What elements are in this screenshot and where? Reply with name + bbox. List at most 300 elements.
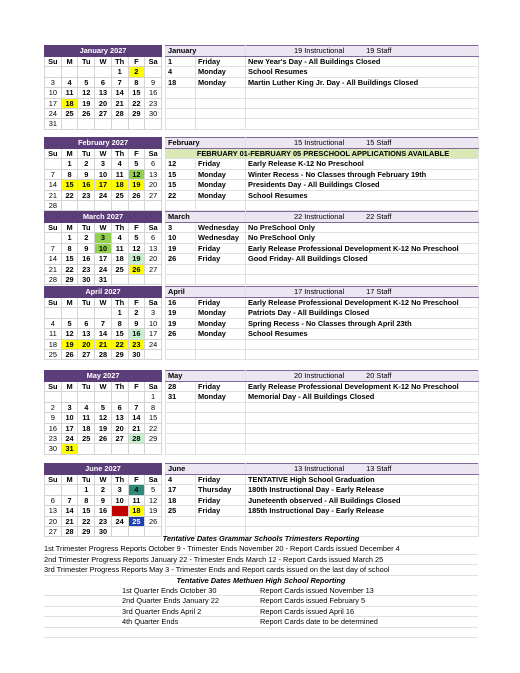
weekday-header: Sa <box>145 298 162 308</box>
event-row <box>166 475 479 485</box>
calendar-day-cell: 17 <box>61 423 78 433</box>
weekday-header: Th <box>111 298 128 308</box>
calendar-day-cell: 9 <box>45 413 62 423</box>
calendar-day-cell: 25 <box>45 350 62 360</box>
trimester-line: 3rd Trimester Progress Reports May 3 - Trimester Ends and Report cards issued on the last day of school <box>44 565 478 575</box>
trimester-line: 2nd Trimester Progress Reports January 22 - Trimester Ends March 12 - Report Cards issued March 25 <box>44 555 478 565</box>
calendar-day-cell: 22 <box>61 264 78 274</box>
empty-cell <box>166 413 196 423</box>
calendar-day-cell: 11 <box>78 413 95 423</box>
calendar-day-cell <box>128 275 145 285</box>
calendar-day-cell: 27 <box>95 109 112 119</box>
calendar-day-cell: 20 <box>78 339 95 349</box>
calendar-day-cell: 27 <box>145 264 162 274</box>
weekday-header: W <box>95 475 112 485</box>
quarter-line <box>44 607 478 617</box>
calendar-day-cell: 10 <box>95 243 112 253</box>
event-weekday: Monday <box>196 67 246 77</box>
calendar-day-cell: 23 <box>128 339 145 349</box>
calendar-day-cell: 5 <box>128 233 145 243</box>
event-row <box>166 67 479 77</box>
empty-cell <box>196 516 246 526</box>
event-day: 3 <box>166 223 196 233</box>
calendar-day-cell: 19 <box>95 423 112 433</box>
empty-cell <box>246 109 479 119</box>
event-desc: Presidents Day - All Buildings Closed <box>246 180 479 190</box>
weekday-header: Th <box>111 223 128 233</box>
calendar-day-cell <box>61 308 78 318</box>
calendar-day-cell: 4 <box>111 159 128 169</box>
calendar-day-cell: 30 <box>95 527 112 537</box>
calendar-day-cell: 4 <box>111 233 128 243</box>
calendar-day-cell <box>61 119 78 129</box>
empty-row <box>44 628 478 638</box>
calendar-day-cell: 28 <box>95 350 112 360</box>
calendar-day-cell: 29 <box>61 275 78 285</box>
calendar-day-cell: 2 <box>95 485 112 495</box>
weekday-header: Su <box>45 57 62 67</box>
calendar-day-cell: 23 <box>78 190 95 200</box>
calendar-day-cell: 6 <box>145 159 162 169</box>
empty-cell <box>166 264 196 274</box>
calendar-day-cell <box>95 392 112 402</box>
empty-cell <box>196 98 246 108</box>
event-desc: School Resumes <box>246 67 479 77</box>
quarter-end: 3rd Quarter Ends April 2 <box>122 606 202 616</box>
calendar-day-cell: 9 <box>145 77 162 87</box>
event-weekday: Monday <box>196 318 246 328</box>
empty-cell <box>246 264 479 274</box>
weekday-header: Tu <box>78 57 95 67</box>
calendar-day-cell: 9 <box>78 169 95 179</box>
weekday-header: Tu <box>78 298 95 308</box>
event-desc: Juneteenth observed - All Buildings Closed <box>246 495 479 505</box>
empty-cell <box>246 350 479 360</box>
calendar-day-cell: 10 <box>45 88 62 98</box>
grammar-reporting-title: Tentative Dates Grammar Schools Trimesters Reporting <box>162 534 360 543</box>
calendar-day-cell <box>45 308 62 318</box>
report-card-date: Report Cards issued November 13 <box>260 585 374 595</box>
calendar-day-cell: 1 <box>78 485 95 495</box>
empty-cell <box>246 516 479 526</box>
calendar-day-cell: 15 <box>61 254 78 264</box>
calendar-day-cell: 4 <box>45 318 62 328</box>
event-desc: School Resumes <box>246 190 479 200</box>
empty-cell <box>196 275 246 285</box>
high-school-reporting-title: Tentative Dates Methuen High School Reporting <box>176 575 346 585</box>
calendar-day-cell: 29 <box>145 434 162 444</box>
events-month-label: June <box>166 464 246 475</box>
event-day: 17 <box>166 485 196 495</box>
calendar-day-cell: 26 <box>128 190 145 200</box>
weekday-header: M <box>61 382 78 392</box>
empty-cell <box>196 339 246 349</box>
day-counts <box>246 212 479 223</box>
weekday-header: Th <box>111 382 128 392</box>
day-counts <box>246 46 479 57</box>
weekday-header: F <box>128 149 145 159</box>
empty-cell <box>196 402 246 412</box>
weekday-header: Su <box>45 223 62 233</box>
calendar-day-cell: 31 <box>95 275 112 285</box>
weekday-header: Sa <box>145 149 162 159</box>
event-weekday: Friday <box>196 243 246 253</box>
event-desc: No PreSchool Only <box>246 223 479 233</box>
calendar-day-cell: 9 <box>128 318 145 328</box>
weekday-header: M <box>61 298 78 308</box>
empty-cell <box>246 433 479 443</box>
empty-cell <box>166 275 196 285</box>
calendar-day-cell: 14 <box>45 254 62 264</box>
event-desc: New Year's Day - All Buildings Closed <box>246 57 479 67</box>
calendar-day-cell: 16 <box>78 254 95 264</box>
empty-cell <box>196 88 246 98</box>
empty-cell <box>196 264 246 274</box>
calendar-day-cell: 11 <box>45 329 62 339</box>
events-table <box>165 463 479 537</box>
calendar-day-cell: 5 <box>78 77 95 87</box>
calendar-day-cell <box>111 119 128 129</box>
calendar-day-cell: 21 <box>45 264 62 274</box>
calendar-day-cell: 23 <box>78 264 95 274</box>
event-desc: School Resumes <box>246 329 479 339</box>
calendar-day-cell: 30 <box>78 275 95 285</box>
weekday-header: W <box>95 57 112 67</box>
event-day: 12 <box>166 159 196 169</box>
calendar-day-cell: 15 <box>128 88 145 98</box>
event-row <box>166 506 479 516</box>
calendar-day-cell <box>45 392 62 402</box>
calendar-day-cell: 6 <box>78 318 95 328</box>
empty-cell <box>246 119 479 129</box>
events-month-label: May <box>166 371 246 382</box>
events-month-label: February <box>166 138 246 149</box>
mini-calendar <box>44 463 162 537</box>
staff-days-count: 17 Staff <box>366 287 392 296</box>
calendar-day-cell: 3 <box>95 159 112 169</box>
event-weekday: Friday <box>196 57 246 67</box>
calendar-day-cell <box>95 444 112 454</box>
calendar-day-cell: 17 <box>95 180 112 190</box>
event-desc: Good Friday- All Buildings Closed <box>246 254 479 264</box>
event-day: 31 <box>166 392 196 402</box>
calendar-day-cell: 4 <box>128 485 145 495</box>
calendar-day-cell <box>61 67 78 77</box>
event-desc: Early Release Professional Development K-12 No Preschool <box>246 382 479 392</box>
event-row <box>166 57 479 67</box>
calendar-day-cell: 12 <box>95 413 112 423</box>
event-day: 25 <box>166 506 196 516</box>
empty-cell <box>166 88 196 98</box>
calendar-day-cell <box>145 350 162 360</box>
instructional-days-count: 13 Instructional <box>294 464 345 473</box>
event-day: 26 <box>166 329 196 339</box>
staff-days-count: 20 Staff <box>366 371 392 380</box>
calendar-day-cell: 30 <box>45 444 62 454</box>
event-day: 15 <box>166 180 196 190</box>
calendar-day-cell: 4 <box>78 402 95 412</box>
mini-calendar <box>44 286 162 360</box>
report-card-date: Report Cards issued April 16 <box>260 606 355 616</box>
weekday-header: W <box>95 149 112 159</box>
calendar-day-cell: 29 <box>111 350 128 360</box>
calendar-day-cell: 5 <box>128 159 145 169</box>
calendar-day-cell: 7 <box>61 495 78 505</box>
calendar-day-cell: 13 <box>78 329 95 339</box>
calendar-day-cell: 8 <box>145 402 162 412</box>
weekday-header: Su <box>45 149 62 159</box>
event-desc: Winter Recess - No Classes through February 19th <box>246 169 479 179</box>
event-desc: 180th Instructional Day - Early Release <box>246 485 479 495</box>
calendar-day-cell <box>78 67 95 77</box>
event-row <box>166 298 479 308</box>
calendar-day-cell: 19 <box>61 339 78 349</box>
calendar-day-cell: 24 <box>145 339 162 349</box>
event-weekday: Monday <box>196 329 246 339</box>
event-day: 1 <box>166 57 196 67</box>
empty-cell <box>246 423 479 433</box>
calendar-day-cell: 10 <box>61 413 78 423</box>
events-table <box>165 286 479 360</box>
event-weekday: Monday <box>196 308 246 318</box>
calendar-month-title: May 2027 <box>45 371 162 382</box>
empty-cell <box>166 444 196 454</box>
empty-cell <box>166 423 196 433</box>
calendar-day-cell: 6 <box>145 233 162 243</box>
event-desc: TENTATIVE High School Graduation <box>246 475 479 485</box>
quarter-end: 1st Quarter Ends October 30 <box>122 585 217 595</box>
event-row <box>166 318 479 328</box>
event-weekday: Friday <box>196 506 246 516</box>
calendar-day-cell: 11 <box>111 243 128 253</box>
mini-calendar <box>44 211 162 285</box>
calendar-day-cell: 25 <box>61 109 78 119</box>
instructional-days-count: 17 Instructional <box>294 287 345 296</box>
calendar-day-cell: 28 <box>128 434 145 444</box>
calendar-month-title: March 2027 <box>45 212 162 223</box>
quarter-end: 2nd Quarter Ends January 22 <box>122 596 219 606</box>
calendar-day-cell: 29 <box>78 527 95 537</box>
calendar-day-cell: 28 <box>61 527 78 537</box>
calendar-day-cell: 9 <box>78 243 95 253</box>
calendar-day-cell: 30 <box>128 350 145 360</box>
quarter-line <box>44 596 478 606</box>
calendar-day-cell: 31 <box>45 119 62 129</box>
calendar-day-cell <box>145 119 162 129</box>
instructional-days-count: 19 Instructional <box>294 46 345 55</box>
event-day: 26 <box>166 254 196 264</box>
empty-cell <box>246 339 479 349</box>
calendar-day-cell: 12 <box>128 243 145 253</box>
events-table <box>165 45 479 130</box>
weekday-header: W <box>95 298 112 308</box>
empty-cell <box>166 98 196 108</box>
calendar-day-cell <box>78 119 95 129</box>
empty-cell <box>246 444 479 454</box>
calendar-day-cell: 7 <box>95 318 112 328</box>
empty-cell <box>196 119 246 129</box>
calendar-day-cell: 13 <box>45 506 62 516</box>
calendar-day-cell: 26 <box>61 350 78 360</box>
weekday-header: Sa <box>145 382 162 392</box>
staff-days-count: 22 Staff <box>366 212 392 221</box>
calendar-day-cell: 24 <box>45 109 62 119</box>
empty-cell <box>246 88 479 98</box>
weekday-header: F <box>128 57 145 67</box>
calendar-day-cell <box>45 159 62 169</box>
calendar-day-cell: 23 <box>95 516 112 526</box>
calendar-day-cell <box>78 308 95 318</box>
calendar-day-cell <box>78 444 95 454</box>
calendar-day-cell: 15 <box>61 180 78 190</box>
calendar-day-cell: 16 <box>128 329 145 339</box>
calendar-day-cell: 3 <box>111 485 128 495</box>
weekday-header: M <box>61 149 78 159</box>
weekday-header: Su <box>45 298 62 308</box>
calendar-day-cell: 25 <box>111 264 128 274</box>
day-counts <box>246 138 479 149</box>
calendar-day-cell: 5 <box>145 485 162 495</box>
calendar-day-cell: 2 <box>78 159 95 169</box>
quarter-line <box>44 586 478 596</box>
calendar-day-cell: 4 <box>61 77 78 87</box>
calendar-day-cell: 27 <box>45 527 62 537</box>
calendar-day-cell: 27 <box>145 190 162 200</box>
weekday-header: Tu <box>78 382 95 392</box>
trimester-line: 1st Trimester Progress Reports October 9 - Trimester Ends November 20 - Report Cards issued December 4 <box>44 544 478 554</box>
calendar-month-title: February 2027 <box>45 138 162 149</box>
empty-cell <box>166 339 196 349</box>
staff-days-count: 15 Staff <box>366 138 392 147</box>
empty-cell <box>246 98 479 108</box>
staff-days-count: 19 Staff <box>366 46 392 55</box>
event-weekday: Friday <box>196 298 246 308</box>
event-row <box>166 329 479 339</box>
calendar-day-cell: 26 <box>95 434 112 444</box>
event-weekday: Friday <box>196 475 246 485</box>
report-card-date: Report Cards issued February 5 <box>260 596 366 606</box>
calendar-day-cell: 21 <box>111 98 128 108</box>
event-row <box>166 77 479 87</box>
empty-cell <box>196 423 246 433</box>
event-desc: No PreSchool Only <box>246 233 479 243</box>
empty-cell <box>196 433 246 443</box>
calendar-day-cell: 25 <box>111 190 128 200</box>
calendar-day-cell <box>128 201 145 211</box>
calendar-day-cell: 7 <box>111 77 128 87</box>
calendar-day-cell: 5 <box>95 402 112 412</box>
calendar-day-cell: 18 <box>111 254 128 264</box>
calendar-day-cell <box>45 67 62 77</box>
mini-calendar <box>44 370 162 455</box>
calendar-day-cell: 8 <box>61 169 78 179</box>
calendar-day-cell <box>78 201 95 211</box>
empty-cell <box>246 402 479 412</box>
mini-calendar <box>44 137 162 211</box>
calendar-day-cell: 12 <box>128 169 145 179</box>
day-counts <box>246 371 479 382</box>
instructional-days-count: 15 Instructional <box>294 138 345 147</box>
quarter-end: 4th Quarter Ends <box>122 617 179 627</box>
calendar-day-cell: 16 <box>95 506 112 516</box>
event-desc: 185th Instructional Day - Early Release <box>246 506 479 516</box>
calendar-day-cell: 10 <box>145 318 162 328</box>
calendar-day-cell <box>111 201 128 211</box>
event-row <box>166 233 479 243</box>
calendar-day-cell: 19 <box>78 98 95 108</box>
weekday-header: M <box>61 57 78 67</box>
event-desc: Early Release Professional Development K-12 No Preschool <box>246 298 479 308</box>
calendar-day-cell: 28 <box>45 201 62 211</box>
calendar-day-cell: 13 <box>145 169 162 179</box>
event-weekday: Monday <box>196 180 246 190</box>
calendar-day-cell: 6 <box>111 402 128 412</box>
calendar-day-cell <box>95 67 112 77</box>
calendar-day-cell: 3 <box>95 233 112 243</box>
event-weekday: Friday <box>196 159 246 169</box>
weekday-header: Tu <box>78 149 95 159</box>
calendar-day-cell: 14 <box>61 506 78 516</box>
calendar-day-cell <box>45 485 62 495</box>
calendar-day-cell <box>45 233 62 243</box>
event-row <box>166 180 479 190</box>
calendar-day-cell <box>78 392 95 402</box>
calendar-day-cell: 28 <box>45 275 62 285</box>
calendar-day-cell: 24 <box>61 434 78 444</box>
reporting-section <box>44 534 478 638</box>
calendar-day-cell: 15 <box>111 329 128 339</box>
calendar-day-cell: 14 <box>111 88 128 98</box>
day-counts <box>246 464 479 475</box>
calendar-day-cell: 22 <box>78 516 95 526</box>
calendar-day-cell <box>128 119 145 129</box>
calendar-day-cell <box>145 444 162 454</box>
calendar-day-cell: 30 <box>145 109 162 119</box>
calendar-day-cell: 8 <box>128 77 145 87</box>
calendar-day-cell: 17 <box>111 506 128 516</box>
calendar-day-cell: 9 <box>95 495 112 505</box>
events-month-label: January <box>166 46 246 57</box>
quarter-line <box>44 617 478 627</box>
event-day: 18 <box>166 495 196 505</box>
event-row <box>166 159 479 169</box>
calendar-day-cell: 10 <box>111 495 128 505</box>
calendar-day-cell: 15 <box>145 413 162 423</box>
calendar-day-cell <box>61 392 78 402</box>
calendar-day-cell <box>95 201 112 211</box>
event-day: 19 <box>166 308 196 318</box>
calendar-day-cell <box>111 275 128 285</box>
calendar-day-cell: 18 <box>61 98 78 108</box>
calendar-day-cell: 7 <box>128 402 145 412</box>
calendar-day-cell: 21 <box>95 339 112 349</box>
preschool-applications-banner: FEBRUARY 01-FEBRUARY 05 PRESCHOOL APPLICATIONS AVAILABLE <box>166 149 479 159</box>
calendar-day-cell: 19 <box>128 254 145 264</box>
empty-cell <box>166 109 196 119</box>
report-card-date: Report Cards date to be determined <box>260 617 378 627</box>
calendar-month-title: April 2027 <box>45 287 162 298</box>
day-counts <box>246 287 479 298</box>
calendar-day-cell: 1 <box>61 159 78 169</box>
event-row <box>166 169 479 179</box>
events-month-label: April <box>166 287 246 298</box>
calendar-day-cell: 7 <box>45 243 62 253</box>
calendar-day-cell: 20 <box>95 98 112 108</box>
weekday-header: Th <box>111 57 128 67</box>
calendar-day-cell: 20 <box>145 254 162 264</box>
weekday-header: F <box>128 298 145 308</box>
event-day: 19 <box>166 243 196 253</box>
